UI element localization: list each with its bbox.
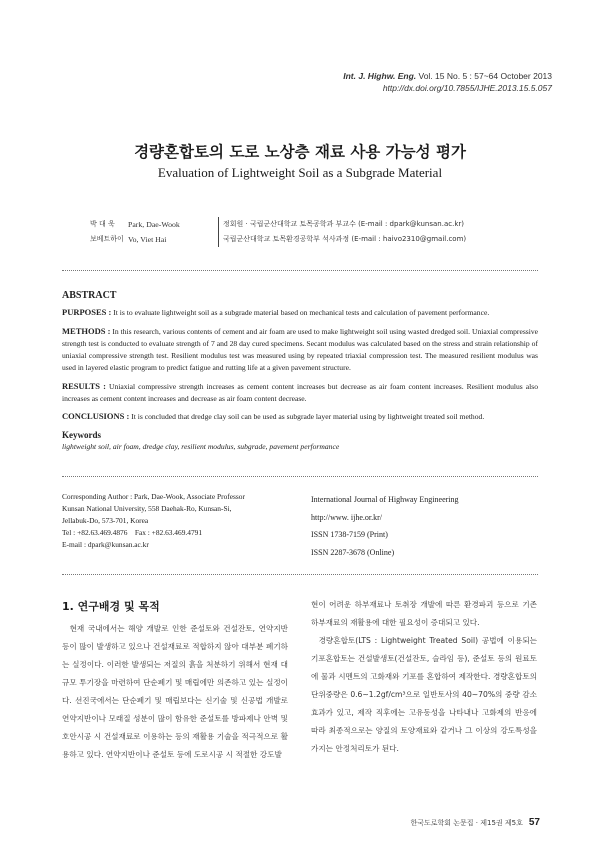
divider-dotted bbox=[62, 574, 538, 575]
correspondence-line: Jellabuk-Do, 573-701, Korea bbox=[62, 516, 149, 525]
page-number: 57 bbox=[528, 817, 540, 828]
paper-title-english: Evaluation of Lightweight Soil as a Subgrade Material bbox=[157, 165, 443, 180]
abstract-section bbox=[62, 290, 538, 453]
journal-volume: Vol. 15 No. 5 : 57~64 October 2013 bbox=[416, 71, 552, 81]
divider-dotted bbox=[62, 270, 538, 271]
abstract-methods: METHODS : In this research, various contents of cement and air foam are used to make lightweight soil using wasted dredged soil. Uniaxial compressive strength test is conducted to evaluate strength of 7 and 28 day cured specimens. Secant modulus was calculated based on the stress and strain relationship of uniaxial compressive strength test. Resilient modulus test was measured using by repeated triaxial compression test. The measured resilient modulus was used in layered elastic program to predict fatigue and rutting life at a given pavement structure. bbox=[62, 325, 539, 373]
author-affiliation: 정회원 · 국립군산대학교 토목공학과 부교수 (E-mail : dpark@kunsan.ac.kr) bbox=[223, 220, 464, 228]
divider-dotted bbox=[62, 476, 538, 477]
paper-title-korean: 경량혼합토의 도로 노상층 재료 사용 가능성 평가 bbox=[134, 143, 466, 161]
section-heading: 1. 연구배경 및 목적 bbox=[62, 600, 160, 613]
abstract-conclusions: CONCLUSIONS : It is concluded that dredge clay soil can be used as subgrade layer material using by lightweight treated soil method. bbox=[62, 411, 485, 422]
body-column-left bbox=[62, 620, 288, 764]
author-name-korean: 박 대 욱 bbox=[90, 220, 115, 228]
author-row bbox=[90, 232, 466, 247]
body-paragraph: 현재 국내에서는 해양 개발로 인한 준설토와 건설잔토, 연약지반 등이 많이 발생하고 있으나 건설재료로 적합하지 않아 대부분 폐기하는 실정이다. 이러한 발생되는 저질의 흙을 처분하기 위해서 현재 대규모 투기장을 마련하여 단순폐기 및 매립에만 의존하고 있는 실정이다. 선진국에서는 단순폐기 및 매립보다는 신기술 및 신공법 개발로 연약지반이나 모래질 성분이 많이 함유한 준설토를 방파제나 안벽 및 호안시공 시 건설재료로 이용하는 등의 재활용 기술을 적극적으로 활용하고 있다. 연약지반이나 준설토 등에 도로시공 시 적절한 강도발 bbox=[62, 624, 288, 759]
abstract-results: RESULTS : Uniaxial compressive strength increases as cement content increases but decrease as air foam content increases. Resilient modulus also increases as cement content increases and decrease as air foam content decrease. bbox=[62, 380, 538, 404]
doi-link[interactable]: http://dx.doi.org/10.7855/IJHE.2013.15.5.057 bbox=[382, 83, 552, 93]
author-divider bbox=[218, 217, 219, 247]
body-paragraph: 경량혼합토(LTS : Lightweight Treated Soil) 공법에 이용되는 기포혼합토는 건설발생토(건설잔토, 슬라임 등), 준설토 등의 원료토에 물과 시멘트의 고화재와 기포를 혼합하여 제작한다. 경량혼합토의 단위중량은 0.6~1.2gf/cm³으로 일반토사의 40~70%의 중량 감소 효과가 있고, 제작 직후에는 고유동성을 나타내나 고화제의 반응에 따라 최종적으로는 양질의 토양재료와 같거나 그 이상의 강도특성을 가지는 안정처리토가 된다. bbox=[311, 636, 537, 753]
keywords-heading: Keywords bbox=[62, 429, 101, 440]
correspondence-line: Tel : +82.63.469.4876 Fax : +82.63.469.4791 bbox=[62, 528, 203, 537]
correspondence-email: E-mail : dpark@kunsan.ac.kr bbox=[62, 540, 149, 549]
keywords-list: lightweight soil, air foam, dredge clay, resilient modulus, subgrade, pavement performance bbox=[62, 441, 340, 451]
journal-header bbox=[343, 70, 552, 94]
author-affiliation: 국립군산대학교 토목환경공학부 석사과정 (E-mail : haivo2310@gmail.com) bbox=[223, 235, 467, 243]
correspondence-line: Corresponding Author : Park, Dae-Wook, Associate Professor bbox=[62, 492, 245, 501]
journal-info-block bbox=[311, 491, 541, 561]
journal-issn-online: ISSN 2287-3678 (Online) bbox=[311, 547, 395, 557]
author-name-korean: 보베트하이 bbox=[90, 235, 124, 243]
journal-info-line: International Journal of Highway Engineering bbox=[311, 495, 459, 504]
journal-name: Int. J. Highw. Eng. bbox=[343, 71, 417, 81]
journal-issn-print: ISSN 1738-7159 (Print) bbox=[311, 530, 388, 539]
journal-url[interactable]: http://www. ijhe.or.kr/ bbox=[311, 512, 383, 522]
author-name-english: Vo, Viet Hai bbox=[128, 235, 167, 244]
footer-journal: 한국도로학회 논문집 · 제15권 제5호 bbox=[410, 819, 523, 827]
abstract-purposes: PURPOSES : It is to evaluate lightweight soil as a subgrade material based on mechanical tests and calculation of pavement performance. bbox=[62, 307, 490, 318]
correspondence-line: Kunsan National University, 558 Daehak-Ro, Kunsan-Si, bbox=[62, 504, 232, 513]
page-footer bbox=[410, 817, 540, 828]
correspondence-block bbox=[62, 491, 292, 551]
abstract-heading: ABSTRACT bbox=[62, 290, 117, 301]
author-row bbox=[90, 217, 466, 232]
body-paragraph: 현이 어려운 하부재료나 토취장 개발에 따른 환경파괴 등으로 기존 하부재료의 재활용에 대한 필요성이 증대되고 있다. bbox=[311, 600, 537, 627]
body-column-right bbox=[311, 596, 537, 758]
author-block bbox=[90, 217, 466, 247]
author-name-english: Park, Dae-Wook bbox=[128, 220, 180, 229]
